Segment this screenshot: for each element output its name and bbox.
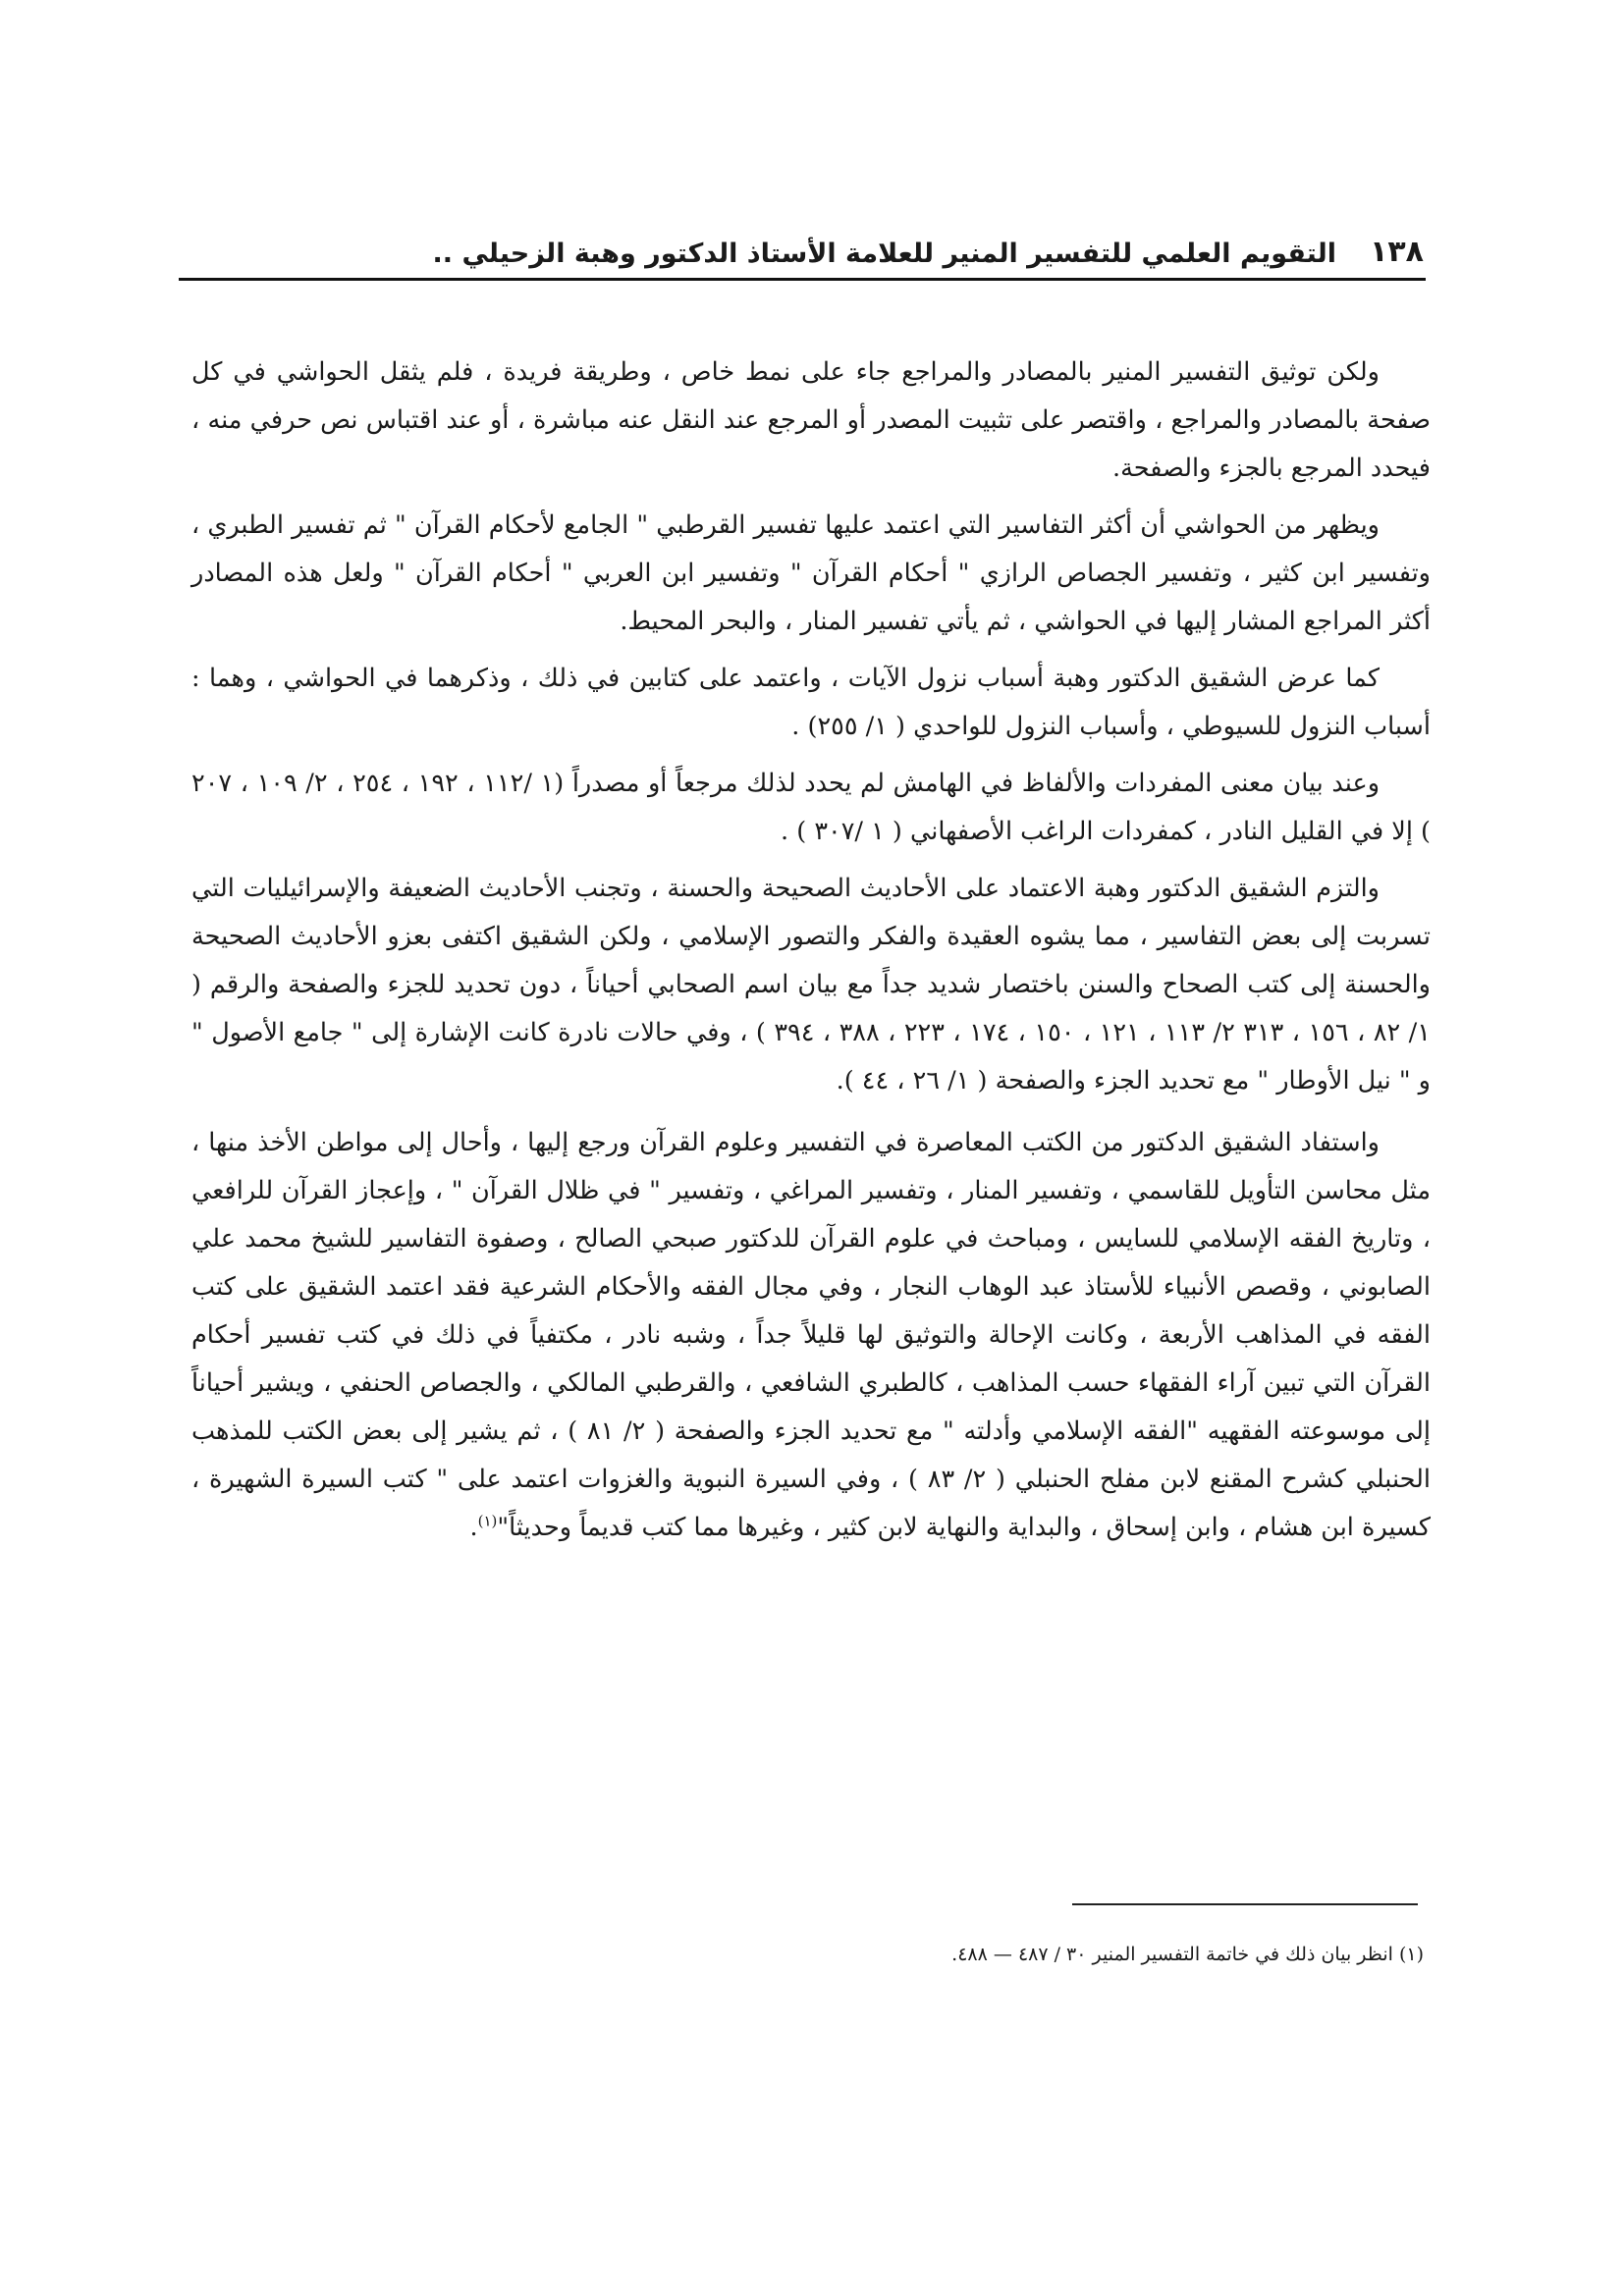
paragraph-6-end: . bbox=[469, 1513, 478, 1542]
paragraph-2: ويظهر من الحواشي أن أكثر التفاسير التي اعتمد عليها تفسير القرطبي " الجامع لأحكام القرآن " ثم تفسير الطبري ، وتفسير ابن كثير ، وتفسير الجصاص الرازي " أحكام القرآن " وتفسير ابن العربي " أحكام القرآن " ولعل هذه المصادر أكثر المراجع المشار إليها في الحواشي ، ثم يأتي تفسير المنار ، والبحر المحيط. bbox=[191, 510, 1431, 636]
footnote-divider bbox=[1072, 1903, 1418, 1905]
paragraph-1: ولكن توثيق التفسير المنير بالمصادر والمراجع جاء على نمط خاص ، وطريقة فريدة ، فلم يثقل الحواشي في كل صفحة بالمصادر والمراجع ، واقتصر على تثبيت المصدر أو المرجع عند النقل عنه مباشرة ، أو عند اقتباس نص حرفي منه ، فيحدد المرجع بالجزء والصفحة. bbox=[191, 357, 1431, 483]
paragraph-6 bbox=[191, 1119, 1431, 1552]
paragraph-5: والتزم الشقيق الدكتور وهبة الاعتماد على الأحاديث الصحيحة والحسنة ، وتجنب الأحاديث الضعيفة والإسرائيليات التي تسربت إلى بعض التفاسير ، مما يشوه العقيدة والفكر والتصور الإسلامي ، ولكن الشقيق اكتفى بعزو الأحاديث الصحيحة والحسنة إلى كتب الصحاح والسنن باختصار شديد جداً مع بيان اسم الصحابي أحياناً ، دون تحديد للجزء والصفحة والرقم ( ١/ ٨٢ ، ١٥٦ ، ٣١٣ ٢/ ١١٣ ، ١٢١ ، ١٥٠ ، ١٧٤ ، ٢٢٣ ، ٣٨٨ ، ٣٩٤ ) ، وفي حالات نادرة كانت الإشارة إلى " جامع الأصول " و " نيل الأوطار " مع تحديد الجزء والصفحة ( ١/ ٢٦ ، ٤٤ ). bbox=[191, 874, 1431, 1095]
header-title: التقويم العلمي للتفسير المنير للعلامة الأستاذ الدكتور وهبة الزحيلي .. bbox=[432, 239, 1337, 269]
footnote: (١) انظر بيان ذلك في خاتمة التفسير المنير ٣٠ / ٤٨٧ — ٤٨٨. bbox=[951, 1944, 1424, 1965]
page-number: ١٣٨ bbox=[1370, 235, 1424, 269]
body-text bbox=[191, 348, 1431, 1561]
paragraph-6-text: واستفاد الشقيق الدكتور من الكتب المعاصرة في التفسير وعلوم القرآن ورجع إليها ، وأحال إلى مواطن الأخذ منها ، مثل محاسن التأويل للقاسمي ، وتفسير المنار ، وتفسير المراغي ، وتفسير " في ظلال القرآن " ، وإعجاز القرآن للرافعي ، وتاريخ الفقه الإسلامي للسايس ، ومباحث في علوم القرآن للدكتور صبحي الصالح ، وصفوة التفاسير للشيخ محمد علي الصابوني ، وقصص الأنبياء للأستاذ عبد الوهاب النجار ، وفي مجال الفقه والأحكام الشرعية فقد اعتمد الشقيق على كتب الفقه في المذاهب الأربعة ، وكانت الإحالة والتوثيق لها قليلاً جداً ، وشبه نادر ، مكتفياً في ذلك في كتب تفسير أحكام القرآن التي تبين آراء الفقهاء حسب المذاهب ، كالطبري الشافعي ، والقرطبي المالكي ، والجصاص الحنفي ، ويشير أحياناً إلى موسوعته الفقهيه "الفقه الإسلامي وأدلته " مع تحديد الجزء والصفحة ( ٢/ ٨١ ) ، ثم يشير إلى بعض الكتب للمذهب الحنبلي كشرح المقنع لابن مفلح الحنبلي ( ٢/ ٨٣ ) ، وفي السيرة النبوية والغزوات اعتمد على " كتب السيرة الشهيرة ، كسيرة ابن هشام ، وابن إسحاق ، والبداية والنهاية لابن كثير ، وغيرها مما كتب قديماً وحديثاً" bbox=[191, 1128, 1432, 1542]
paragraph-3: كما عرض الشقيق الدكتور وهبة أسباب نزول الآيات ، واعتمد على كتابين في ذلك ، وذكرهما في الحواشي ، وهما : أسباب النزول للسيوطي ، وأسباب النزول للواحدي ( ١/ ٢٥٥) . bbox=[191, 664, 1431, 741]
header-divider bbox=[179, 278, 1426, 281]
running-header bbox=[182, 214, 1424, 269]
paragraph-4: وعند بيان معنى المفردات والألفاظ في الهامش لم يحدد لذلك مرجعاً أو مصدراً (١ /١١٢ ، ١٩٢ ، ٢٥٤ ، ٢/ ١٠٩ ، ٢٠٧ ) إلا في القليل النادر ، كمفردات الراغب الأصفهاني ( ١ /٣٠٧ ) . bbox=[191, 769, 1431, 846]
footnote-reference[interactable]: (١) bbox=[477, 1512, 498, 1530]
